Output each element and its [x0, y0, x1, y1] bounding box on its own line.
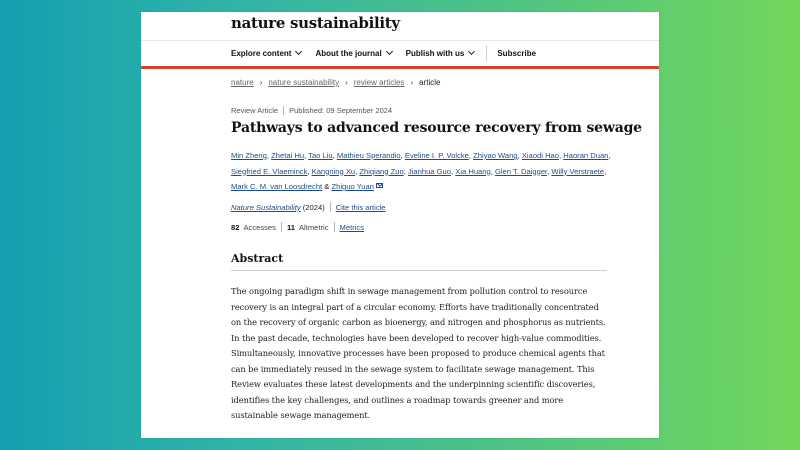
author-separator: ,: [490, 166, 495, 176]
brand-logo[interactable]: nature sustainability: [231, 14, 400, 32]
breadcrumb-review-articles[interactable]: review articles: [353, 78, 405, 87]
author-separator: ,: [355, 166, 360, 176]
author-link[interactable]: Jianhua Guo: [407, 166, 452, 176]
author-separator: ,: [400, 151, 405, 160]
author-link[interactable]: Glen T. Daigger: [494, 166, 548, 176]
author-separator: ,: [608, 151, 611, 160]
journal-name-link[interactable]: Nature Sustainability: [231, 202, 301, 212]
publication-date: Published: 09 September 2024: [289, 106, 393, 115]
author-link[interactable]: Zhiqiang Zuo: [359, 166, 404, 176]
abstract-heading: Abstract: [231, 252, 284, 265]
author-separator: ,: [604, 166, 607, 176]
breadcrumb: [231, 78, 440, 87]
altmetric-label: Altmetric: [298, 222, 329, 232]
main-nav: [231, 40, 659, 66]
journal-divider: [330, 202, 331, 212]
journal-year-text: (2024): [302, 202, 325, 212]
author-link[interactable]: Min Zheng: [231, 151, 267, 160]
author-separator: ,: [559, 151, 564, 160]
author-link[interactable]: Haoran Duan: [563, 151, 609, 160]
accent-rule: [141, 66, 659, 69]
metrics-link[interactable]: Metrics: [339, 222, 364, 232]
metrics-divider: [334, 222, 335, 232]
author-link[interactable]: Kangning Xu: [311, 166, 356, 176]
nav-about-journal[interactable]: [315, 49, 391, 58]
chevron-down-icon: [295, 48, 302, 55]
author-list: [231, 148, 613, 195]
author-separator: &: [322, 182, 332, 191]
nav-publish-with-us-label: Publish with us: [405, 48, 465, 58]
author-link[interactable]: Zhetai Hu: [271, 151, 305, 160]
accesses-count: 82: [231, 222, 240, 232]
nav-explore-content[interactable]: [231, 49, 301, 58]
abstract-divider: [231, 270, 607, 271]
nav-divider: [486, 45, 487, 61]
author-link[interactable]: Mark C. M. van Loosdrecht: [231, 182, 323, 191]
author-separator: ,: [517, 151, 522, 160]
email-icon[interactable]: [376, 183, 383, 188]
chevron-down-icon: [468, 48, 475, 55]
author-link[interactable]: Xiaodi Hao: [521, 151, 559, 160]
nav-subscribe-label: Subscribe: [497, 48, 537, 58]
author-separator: ,: [547, 166, 552, 176]
chevron-down-icon: [386, 48, 393, 55]
nav-explore-content-label: Explore content: [231, 48, 292, 58]
author-link[interactable]: Siegfried E. Vlaeminck: [231, 166, 308, 176]
abstract-text: The ongoing paradigm shift in sewage management from pollution control to resource recovery is an integral part of a circular economy. Efforts have traditionally concentrated on the recovery of organic carbon as bioenergy, and nitrogen and phosphorus as nutrients. In the past decade, technologies have been developed to recover high-value commodities. Simultaneously, innovative processes have been proposed to produce chemical agents that can be immediately reused in the sewage system to facilitate sewage management. This Review evaluates these latest developments and the underpinning scientific discoveries, identifies the key challenges, and outlines a roadmap towards greener and more sustainable sewage management.: [231, 286, 606, 421]
article-title: Pathways to advanced resource recovery from sewage: [231, 120, 642, 136]
author-separator: ,: [468, 151, 474, 160]
breadcrumb-nature[interactable]: nature: [231, 78, 254, 87]
metrics-divider: [281, 222, 282, 232]
article-page: [141, 12, 659, 438]
breadcrumb-nature-sustainability[interactable]: nature sustainability: [268, 78, 340, 87]
author-link[interactable]: Mathieu Sperandio: [336, 151, 401, 160]
author-separator: ,: [307, 166, 312, 176]
author-link[interactable]: Zhiguo Yuan: [331, 182, 374, 191]
journal-citation: [231, 202, 386, 212]
nav-about-journal-label: About the journal: [315, 48, 382, 58]
chevron-right-icon: ›: [345, 78, 348, 87]
author-separator: ,: [266, 151, 272, 160]
altmetric-count: 11: [286, 222, 295, 232]
author-link[interactable]: Zhiyao Wang: [473, 151, 518, 160]
article-type: Review Article: [231, 106, 279, 115]
nav-subscribe[interactable]: [497, 49, 536, 58]
author-separator: ,: [332, 151, 337, 160]
brand-bar: [141, 12, 659, 41]
chevron-right-icon: ›: [259, 78, 263, 87]
journal-year: [301, 203, 325, 212]
breadcrumb-current: article: [419, 78, 441, 87]
author-link[interactable]: Xia Huang: [455, 166, 491, 176]
nav-publish-with-us[interactable]: [406, 49, 475, 58]
author-link[interactable]: Willy Verstraete: [551, 166, 605, 176]
author-link[interactable]: Eveline I. P. Volcke: [404, 151, 469, 160]
meta-divider: [283, 106, 284, 115]
article-meta: [231, 106, 392, 115]
accesses-label: Accesses: [243, 222, 276, 232]
article-metrics: [231, 222, 364, 232]
author-separator: ,: [304, 151, 309, 160]
author-separator: ,: [403, 166, 408, 176]
cite-this-article-link[interactable]: Cite this article: [335, 202, 386, 212]
chevron-right-icon: ›: [410, 78, 414, 87]
author-link[interactable]: Tao Liu: [308, 151, 333, 160]
author-separator: ,: [451, 166, 456, 176]
